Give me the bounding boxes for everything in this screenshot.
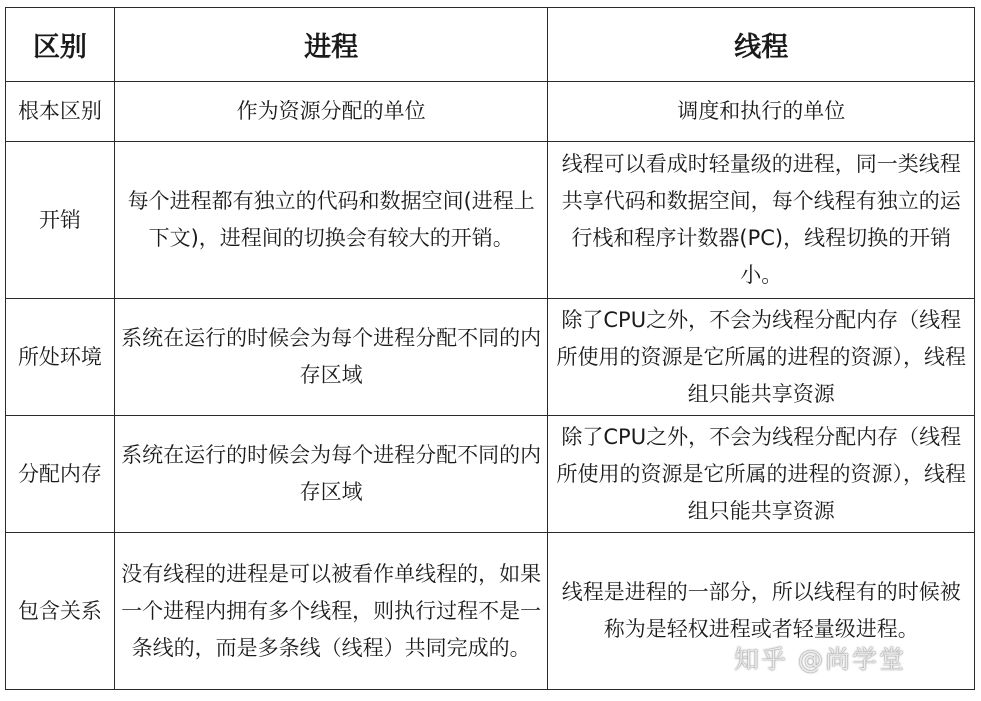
table-header-row [6,8,975,82]
header-cell-thread: 线程 [548,8,975,82]
row-label: 开销 [6,142,115,299]
table-row [6,416,975,533]
thread-cell: 线程可以看成时轻量级的进程，同一类线程共享代码和数据空间，每个线程有独立的运行栈和程序计数器(PC)，线程切换的开销小。 [548,142,975,299]
thread-cell: 除了CPU之外，不会为线程分配内存（线程所使用的资源是它所属的进程的资源），线程组只能共享资源 [548,299,975,416]
process-cell: 作为资源分配的单位 [114,82,548,142]
process-cell: 没有线程的进程是可以被看作单线程的，如果一个进程内拥有多个线程，则执行过程不是一条线的，而是多条线（线程）共同完成的。 [114,533,548,690]
thread-cell: 线程是进程的一部分，所以线程有的时候被称为是轻权进程或者轻量级进程。 [548,533,975,690]
process-cell: 每个进程都有独立的代码和数据空间(进程上下文)，进程间的切换会有较大的开销。 [114,142,548,299]
header-cell-criteria: 区别 [6,8,115,82]
watermark: 知乎 @尚学堂 [734,645,906,674]
row-label: 所处环境 [6,299,115,416]
thread-cell: 调度和执行的单位 [548,82,975,142]
process-cell: 系统在运行的时候会为每个进程分配不同的内存区域 [114,416,548,533]
header-cell-process: 进程 [114,8,548,82]
table-row [6,142,975,299]
comparison-table [5,7,975,690]
row-label: 包含关系 [6,533,115,690]
process-cell: 系统在运行的时候会为每个进程分配不同的内存区域 [114,299,548,416]
thread-cell: 除了CPU之外，不会为线程分配内存（线程所使用的资源是它所属的进程的资源），线程组只能共享资源 [548,416,975,533]
table-row [6,299,975,416]
row-label: 根本区别 [6,82,115,142]
row-label: 分配内存 [6,416,115,533]
table-row [6,82,975,142]
